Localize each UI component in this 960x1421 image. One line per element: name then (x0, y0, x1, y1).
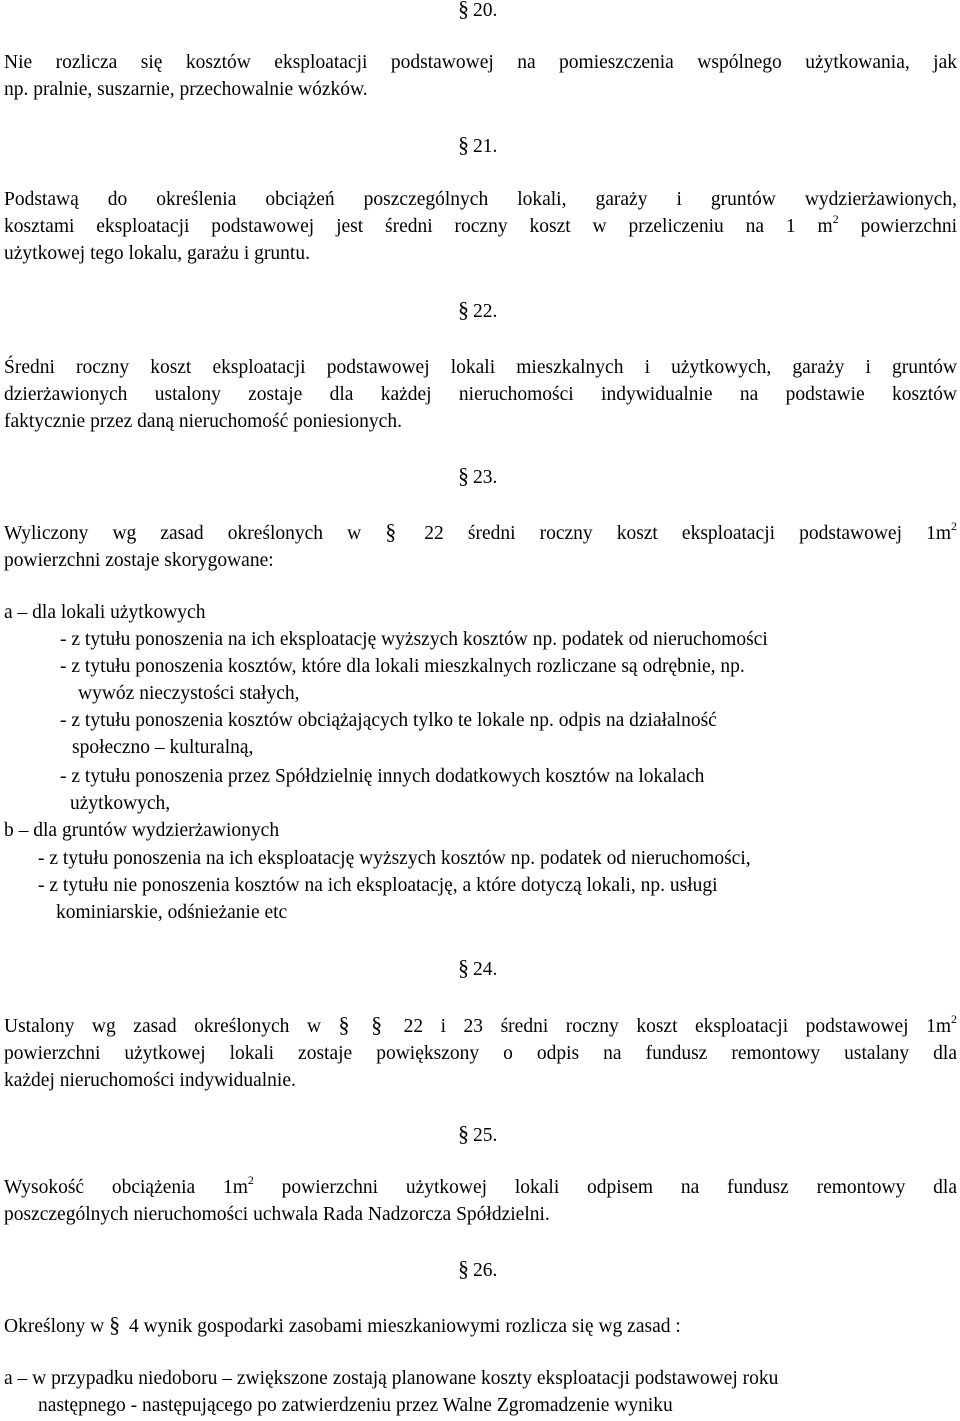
section-heading-24 (458, 954, 497, 983)
text-fragment: kosztami eksploatacji podstawowej jest średni roczny koszt w przeliczeniu na 1 m (4, 216, 833, 237)
paragraph-20 (4, 49, 957, 103)
list-item: - z tytułu ponoszenia kosztów obciążających tylko te lokale np. odpis na działalność (60, 710, 717, 731)
section-heading-25 (458, 1120, 497, 1149)
section-sign: § (458, 1256, 469, 1281)
list-item: - z tytułu ponoszenia przez Spółdzielnię innych dodatkowych kosztów na lokalach (60, 766, 705, 787)
list-item: - z tytułu ponoszenia na ich eksploatację wyższych kosztów np. podatek od nieruchomości (60, 629, 768, 650)
section-sign: § (109, 1312, 121, 1337)
section-heading-26 (458, 1255, 497, 1284)
text-fragment (354, 1016, 372, 1037)
list-item-continuation: społeczno – kulturalną, (72, 737, 254, 758)
section-sign: § (458, 297, 469, 322)
list-item-continuation: wywóz nieczystości stałych, (78, 683, 300, 704)
text-fragment: 4 wynik gospodarki zasobami mieszkaniowymi rozlicza się wg zasad : (124, 1316, 681, 1337)
section-sign: § (338, 1012, 350, 1037)
list-heading-b: b – dla gruntów wydzierżawionych (4, 820, 280, 841)
text-fragment: 22 i 23 średni roczny koszt eksploatacji podstawowej 1m (386, 1016, 951, 1037)
text-line (4, 213, 957, 240)
paragraph-26-line2: a – w przypadku niedoboru – zwiększone zostają planowane koszty eksploatacji podstawowej roku (4, 1368, 779, 1389)
section-number: 24. (473, 959, 498, 980)
list-item: - z tytułu nie ponoszenia kosztów na ich eksploatację, a które dotyczą lokali, np. usługi (38, 875, 718, 896)
section-sign: § (458, 132, 469, 157)
section-number: 26. (473, 1260, 498, 1281)
text-line (4, 518, 957, 547)
section-number: 21. (473, 136, 498, 157)
text-line: Nie rozlicza się kosztów eksploatacji podstawowej na pomieszczenia wspólnego użytkowania, jak (4, 52, 957, 73)
superscript: 2 (951, 1012, 957, 1026)
text-line: faktycznie przez daną nieruchomość poniesionych. (4, 411, 402, 432)
superscript: 2 (247, 1173, 254, 1187)
text-fragment: powierzchni (838, 216, 957, 237)
section-number: 25. (473, 1125, 498, 1146)
list-item-continuation: kominiarskie, odśnieżanie etc (56, 902, 288, 923)
text-line: poszczególnych nieruchomości uchwala Rada Nadzorcza Spółdzielni. (4, 1204, 550, 1225)
superscript: 2 (832, 212, 839, 226)
section-heading-23 (458, 462, 497, 491)
section-number: 20. (473, 0, 498, 21)
paragraph-25 (4, 1174, 957, 1228)
paragraph-22 (4, 354, 957, 435)
list-item-continuation: użytkowych, (70, 793, 171, 814)
text-line: np. pralnie, suszarnie, przechowalnie wózków. (4, 79, 368, 100)
text-fragment: 22 średni roczny koszt eksploatacji podstawowej 1m (400, 523, 951, 544)
section-sign: § (458, 0, 469, 21)
section-heading-22 (458, 296, 497, 325)
text-fragment: Wysokość obciążenia 1m (4, 1177, 248, 1198)
section-number: 22. (473, 301, 498, 322)
text-line: każdej nieruchomości indywidualnie. (4, 1070, 296, 1091)
paragraph-21 (4, 186, 957, 267)
paragraph-26-line3: następnego - następującego po zatwierdzeniu przez Walne Zgromadzenie wyniku (38, 1395, 673, 1416)
paragraph-23 (4, 518, 957, 574)
text-fragment: Określony w (4, 1316, 110, 1337)
text-fragment: Wyliczony wg zasad określonych w (4, 523, 386, 544)
text-line: użytkowej tego lokalu, garażu i gruntu. (4, 243, 310, 264)
text-fragment: Ustalony wg zasad określonych w (4, 1016, 339, 1037)
paragraph-24 (4, 1011, 957, 1094)
section-sign: § (458, 955, 469, 980)
paragraph-26-line1 (4, 1311, 681, 1340)
text-line: dzierżawionych ustalony zostaje dla każdej nieruchomości indywidualnie na podstawie kosztów (4, 384, 957, 405)
section-heading-20 (458, 0, 497, 24)
text-line (4, 1011, 957, 1040)
section-sign: § (371, 1012, 383, 1037)
list-item: - z tytułu ponoszenia na ich eksploatację wyższych kosztów np. podatek od nieruchomości, (38, 848, 751, 869)
list-item: - z tytułu ponoszenia kosztów, które dla lokali mieszkalnych rozliczane są odrębnie, np. (60, 656, 745, 677)
text-fragment: powierzchni użytkowej lokali odpisem na fundusz remontowy dla (253, 1177, 957, 1198)
text-line: Podstawą do określenia obciążeń poszczególnych lokali, garaży i gruntów wydzierżawionych, (4, 189, 957, 210)
text-line: powierzchni użytkowej lokali zostaje powiększony o odpis na fundusz remontowy ustalany dla (4, 1043, 957, 1064)
section-sign: § (458, 463, 469, 488)
superscript: 2 (951, 519, 957, 533)
list-heading-a: a – dla lokali użytkowych (4, 602, 206, 623)
section-sign: § (385, 519, 397, 544)
section-heading-21 (458, 131, 497, 160)
text-line: Średni roczny koszt eksploatacji podstawowej lokali mieszkalnych i użytkowych, garaży i gruntów (4, 357, 957, 378)
text-line (4, 1174, 957, 1201)
section-number: 23. (473, 467, 498, 488)
section-sign: § (458, 1121, 469, 1146)
text-line: powierzchni zostaje skorygowane: (4, 550, 274, 571)
